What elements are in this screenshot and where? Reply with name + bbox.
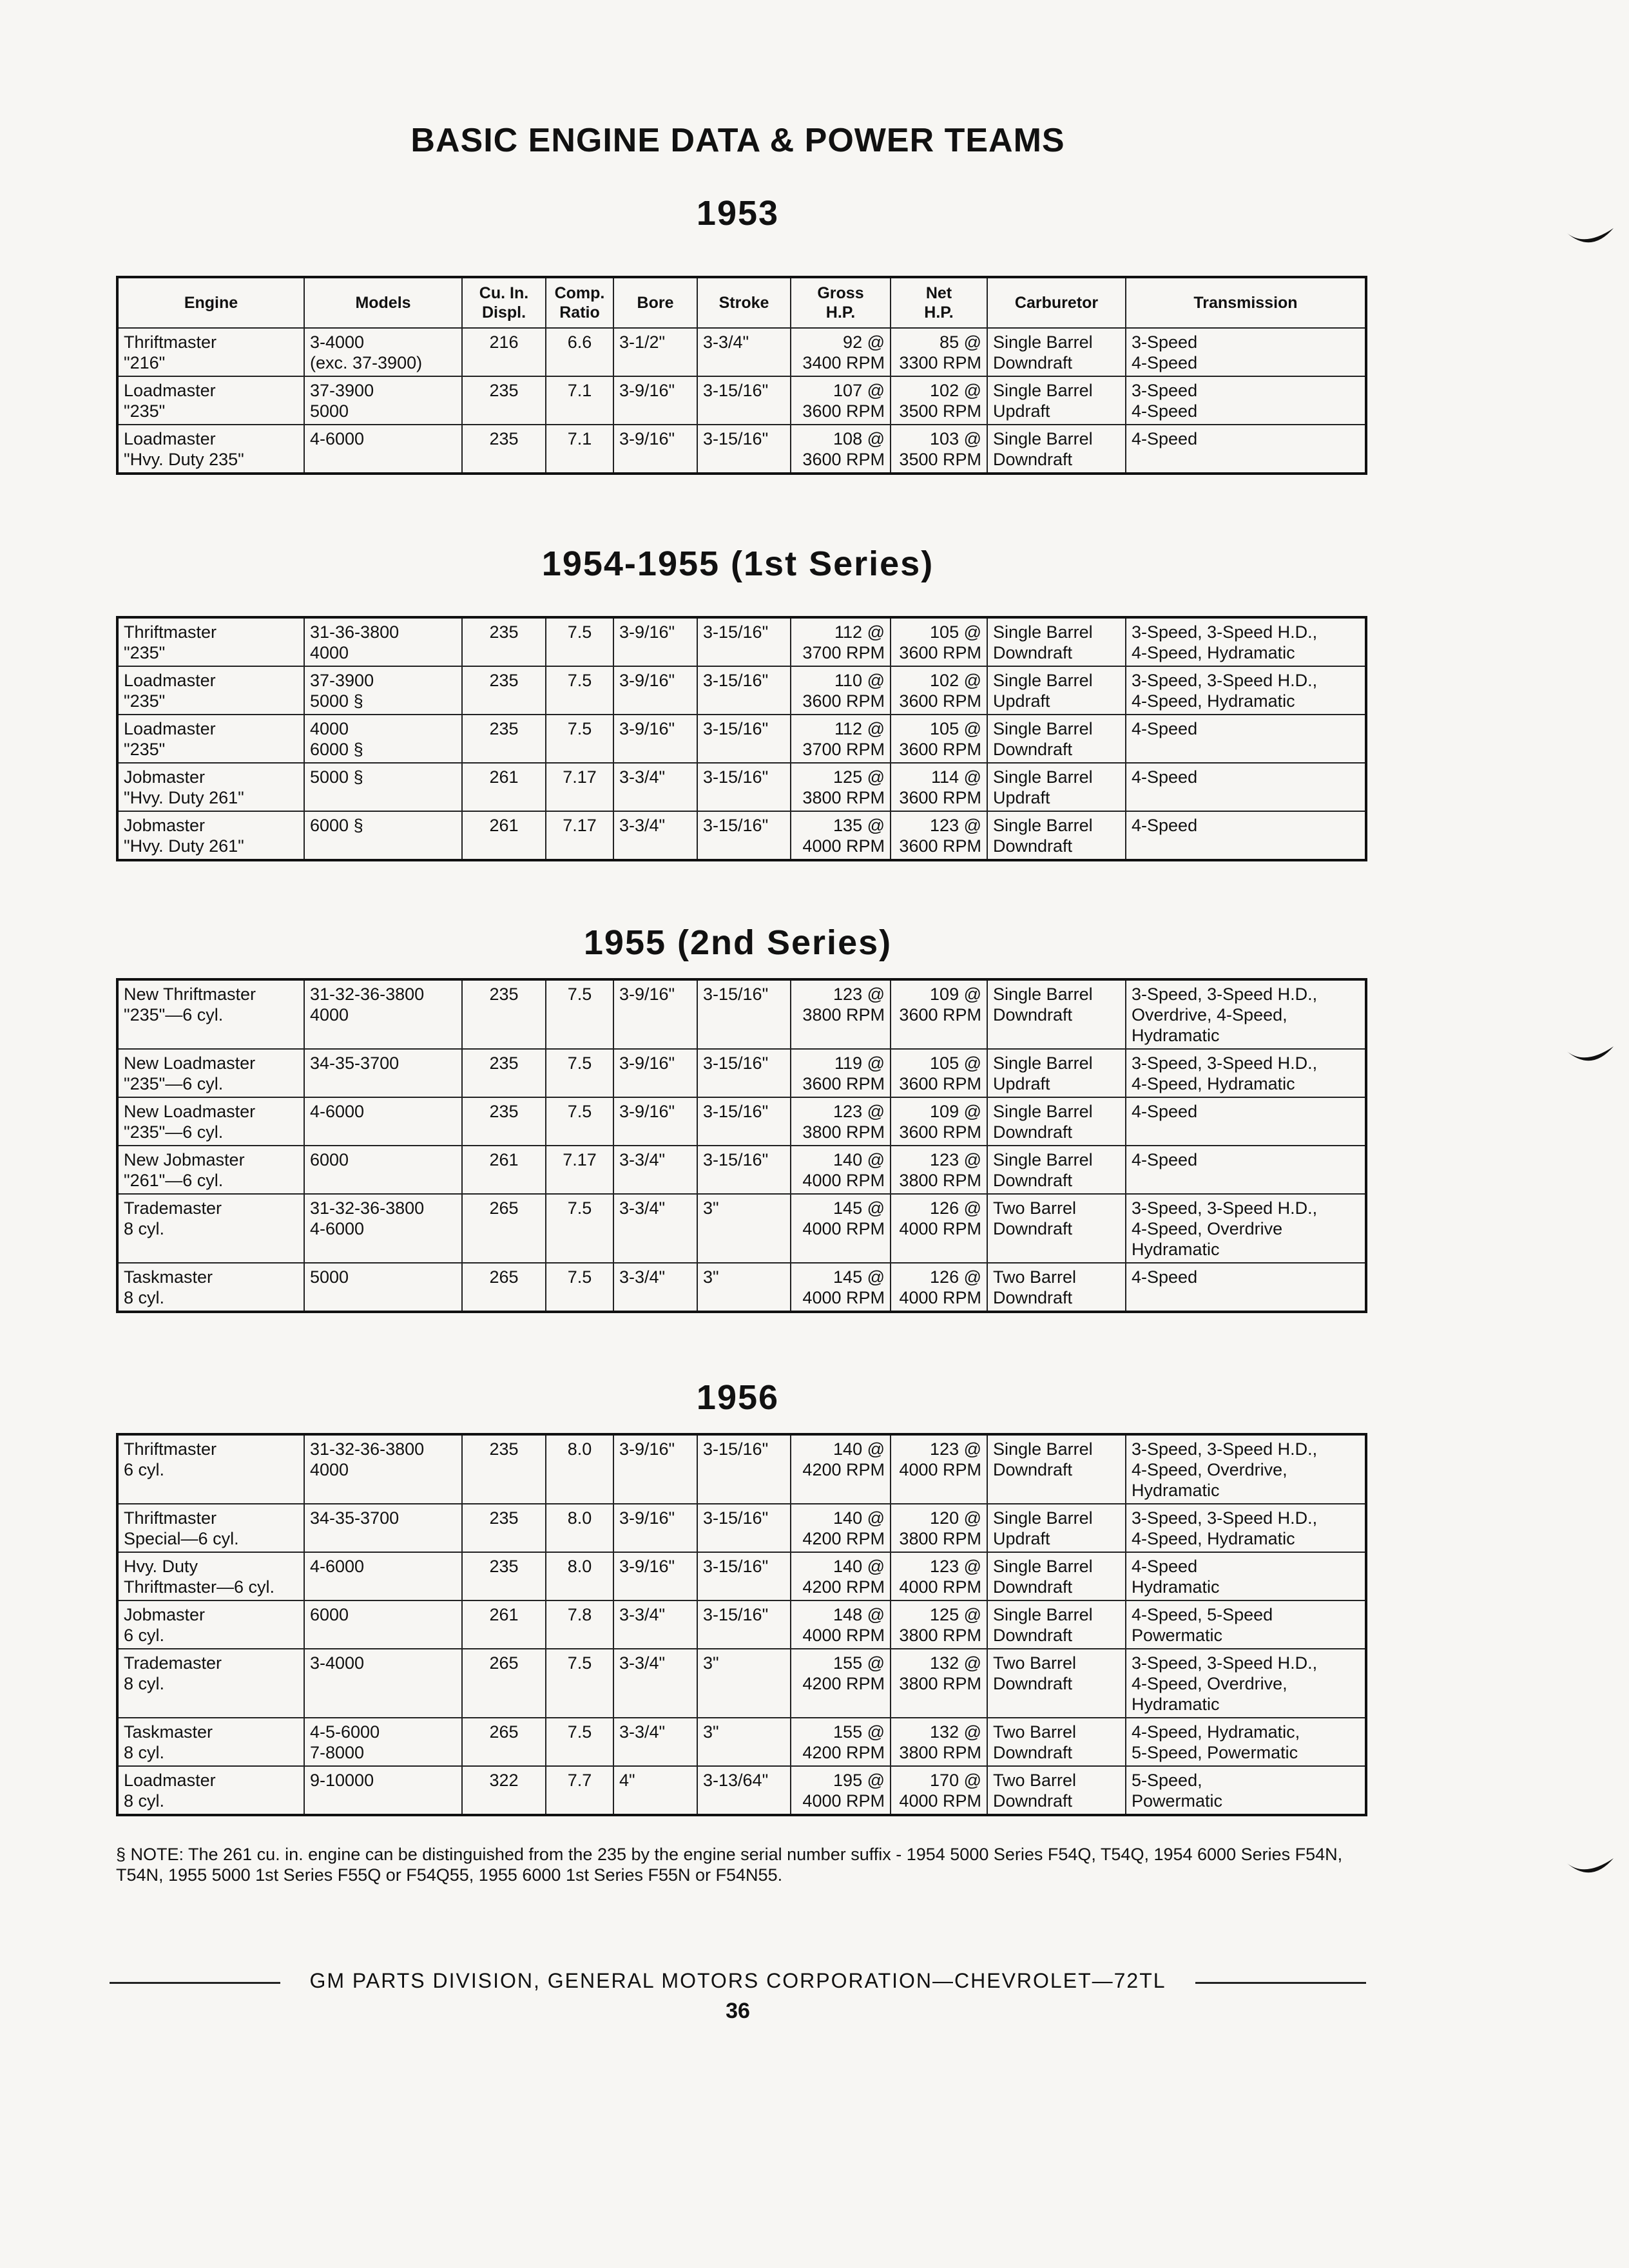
binder-mark-icon — [1566, 1044, 1617, 1076]
table-row — [117, 666, 1366, 715]
table-cell: Single Barrel Downdraft — [987, 1600, 1126, 1649]
table-cell: 3-4000 — [304, 1649, 462, 1718]
table-cell: 140 @ 4200 RPM — [791, 1552, 891, 1600]
table-row — [117, 376, 1366, 425]
table-cell: 3-9/16" — [613, 425, 697, 474]
table-cell: 3-Speed, 3-Speed H.D., 4-Speed, Hydramatic — [1126, 1504, 1366, 1552]
table-cell: Single Barrel Downdraft — [987, 1097, 1126, 1146]
footnote-text: § NOTE: The 261 cu. in. engine can be distinguished from the 235 by the engine serial number suffix - 1954 5000 Series F54Q, T54Q, 1954 6000 Series F54N, T54N, 1955 5000 1st Series F55Q or F54Q55, 1955 6000 1st Series F55N or F54N55. — [116, 1845, 1343, 1885]
table-cell: 105 @ 3600 RPM — [891, 1049, 987, 1097]
table-cell: 3-Speed, 3-Speed H.D., 4-Speed, Hydramatic — [1126, 1049, 1366, 1097]
table-cell: New Thriftmaster "235"—6 cyl. — [117, 979, 304, 1049]
column-header: Models — [304, 277, 462, 328]
table-cell: Trademaster 8 cyl. — [117, 1194, 304, 1263]
table-cell: 5-Speed, Powermatic — [1126, 1766, 1366, 1815]
table-cell: 105 @ 3600 RPM — [891, 617, 987, 666]
table-cell: 3-15/16" — [697, 1504, 791, 1552]
table-cell: New Jobmaster "261"—6 cyl. — [117, 1146, 304, 1194]
table-row — [117, 425, 1366, 474]
table-cell: 148 @ 4000 RPM — [791, 1600, 891, 1649]
table-cell: Loadmaster 8 cyl. — [117, 1766, 304, 1815]
table-cell: Single Barrel Updraft — [987, 1049, 1126, 1097]
section-title-1953: 1953 — [696, 194, 780, 233]
table-cell: 265 — [462, 1718, 546, 1766]
table-cell: 3-15/16" — [697, 763, 791, 811]
table-cell: 109 @ 3600 RPM — [891, 979, 987, 1049]
table-row — [117, 1434, 1366, 1504]
table-cell: 7.17 — [546, 811, 613, 860]
table-cell: 31-32-36-3800 4-6000 — [304, 1194, 462, 1263]
table-cell: 6000 — [304, 1600, 462, 1649]
table-cell: 3-3/4" — [613, 1718, 697, 1766]
table-cell: Single Barrel Updraft — [987, 763, 1126, 811]
table-cell: 125 @ 3800 RPM — [791, 763, 891, 811]
table-cell: 4-Speed Hydramatic — [1126, 1552, 1366, 1600]
table-cell: 37-3900 5000 — [304, 376, 462, 425]
table-cell: 7.17 — [546, 763, 613, 811]
section-title-1954-1955: 1954-1955 (1st Series) — [541, 544, 934, 583]
table-cell: 4-Speed — [1126, 1097, 1366, 1146]
table-cell: 135 @ 4000 RPM — [791, 811, 891, 860]
table-cell: 7.8 — [546, 1600, 613, 1649]
table-cell: 132 @ 3800 RPM — [891, 1718, 987, 1766]
table-cell: 3-9/16" — [613, 666, 697, 715]
table-cell: 3" — [697, 1718, 791, 1766]
table-cell: 235 — [462, 1552, 546, 1600]
table-cell: 4-6000 — [304, 425, 462, 474]
table-cell: 123 @ 4000 RPM — [891, 1434, 987, 1504]
table-cell: 265 — [462, 1649, 546, 1718]
table-cell: 265 — [462, 1194, 546, 1263]
table-cell: 3-3/4" — [613, 811, 697, 860]
table-row — [117, 1049, 1366, 1097]
table-cell: 7.5 — [546, 1194, 613, 1263]
table-cell: 3-3/4" — [613, 1146, 697, 1194]
footer — [110, 1969, 1366, 1995]
table-cell: 145 @ 4000 RPM — [791, 1263, 891, 1312]
table-cell: 322 — [462, 1766, 546, 1815]
table-cell: 3-15/16" — [697, 425, 791, 474]
table-cell: 3-15/16" — [697, 1552, 791, 1600]
table-cell: 3-Speed 4-Speed — [1126, 328, 1366, 376]
table-cell: 109 @ 3600 RPM — [891, 1097, 987, 1146]
table-cell: 102 @ 3600 RPM — [891, 666, 987, 715]
table-cell: 3-Speed, 3-Speed H.D., 4-Speed, Hydramatic — [1126, 617, 1366, 666]
table-cell: Single Barrel Updraft — [987, 1504, 1126, 1552]
table-cell: 235 — [462, 376, 546, 425]
table-cell: 5000 — [304, 1263, 462, 1312]
table-cell: 4" — [613, 1766, 697, 1815]
table-cell: Two Barrel Downdraft — [987, 1649, 1126, 1718]
table-cell: 3-13/64" — [697, 1766, 791, 1815]
table-cell: 4-Speed — [1126, 763, 1366, 811]
table-cell: 7.5 — [546, 666, 613, 715]
footer-rule-right — [1195, 1982, 1366, 1984]
table-cell: 145 @ 4000 RPM — [791, 1194, 891, 1263]
table-cell: 112 @ 3700 RPM — [791, 617, 891, 666]
table-cell: 195 @ 4000 RPM — [791, 1766, 891, 1815]
table-cell: 4-Speed — [1126, 811, 1366, 860]
table-cell: 7.5 — [546, 1649, 613, 1718]
table-cell: 235 — [462, 617, 546, 666]
table-cell: 155 @ 4200 RPM — [791, 1718, 891, 1766]
table-cell: 132 @ 3800 RPM — [891, 1649, 987, 1718]
table-row — [117, 811, 1366, 860]
table-cell: 140 @ 4000 RPM — [791, 1146, 891, 1194]
table-cell: 3-9/16" — [613, 1552, 697, 1600]
binder-mark-icon — [1566, 1856, 1617, 1888]
section-title-1955-2nd: 1955 (2nd Series) — [583, 923, 892, 962]
column-header: Net H.P. — [891, 277, 987, 328]
table-row — [117, 1649, 1366, 1718]
table-cell: 3-15/16" — [697, 1434, 791, 1504]
table-cell: 235 — [462, 1049, 546, 1097]
table-cell: Jobmaster 6 cyl. — [117, 1600, 304, 1649]
table-row — [117, 1146, 1366, 1194]
table-cell: Thriftmaster "235" — [117, 617, 304, 666]
table-cell: 4-6000 — [304, 1552, 462, 1600]
table-cell: 3-15/16" — [697, 666, 791, 715]
table-cell: 3-Speed, 3-Speed H.D., 4-Speed, Overdrive, Hydramatic — [1126, 1649, 1366, 1718]
table-cell: 9-10000 — [304, 1766, 462, 1815]
engine-table-1956 — [116, 1433, 1367, 1816]
page-title: BASIC ENGINE DATA & POWER TEAMS — [410, 122, 1065, 159]
table-cell: 31-32-36-3800 4000 — [304, 1434, 462, 1504]
table-cell: 4-Speed, 5-Speed Powermatic — [1126, 1600, 1366, 1649]
table-cell: Single Barrel Downdraft — [987, 617, 1126, 666]
column-header: Stroke — [697, 277, 791, 328]
table-cell: New Loadmaster "235"—6 cyl. — [117, 1049, 304, 1097]
table-cell: 3-15/16" — [697, 617, 791, 666]
engine-table-1954-1955 — [116, 616, 1367, 861]
table-cell: 3-15/16" — [697, 979, 791, 1049]
table-cell: 3-3/4" — [613, 763, 697, 811]
table-cell: Taskmaster 8 cyl. — [117, 1718, 304, 1766]
table-cell: 3-9/16" — [613, 376, 697, 425]
table-cell: 3" — [697, 1194, 791, 1263]
table-cell: 3-15/16" — [697, 1600, 791, 1649]
table-row — [117, 1766, 1366, 1815]
table-cell: Loadmaster "235" — [117, 376, 304, 425]
table-cell: Two Barrel Downdraft — [987, 1194, 1126, 1263]
table-cell: Two Barrel Downdraft — [987, 1766, 1126, 1815]
table-cell: 110 @ 3600 RPM — [791, 666, 891, 715]
table-cell: Trademaster 8 cyl. — [117, 1649, 304, 1718]
table-cell: 85 @ 3300 RPM — [891, 328, 987, 376]
table-cell: 120 @ 3800 RPM — [891, 1504, 987, 1552]
table-cell: 8.0 — [546, 1552, 613, 1600]
column-header: Carburetor — [987, 277, 1126, 328]
table-cell: Single Barrel Downdraft — [987, 979, 1126, 1049]
table-cell: 7.5 — [546, 715, 613, 763]
table-cell: 112 @ 3700 RPM — [791, 715, 891, 763]
table-cell: Thriftmaster Special—6 cyl. — [117, 1504, 304, 1552]
table-cell: 6.6 — [546, 328, 613, 376]
table-row — [117, 715, 1366, 763]
table-cell: 155 @ 4200 RPM — [791, 1649, 891, 1718]
table-row — [117, 1263, 1366, 1312]
table-cell: 4-Speed — [1126, 425, 1366, 474]
table-cell: 3-3/4" — [613, 1263, 697, 1312]
table-cell: 6000 — [304, 1146, 462, 1194]
table-row — [117, 979, 1366, 1049]
table-cell: Single Barrel Downdraft — [987, 1434, 1126, 1504]
table-cell: 107 @ 3600 RPM — [791, 376, 891, 425]
table-cell: New Loadmaster "235"—6 cyl. — [117, 1097, 304, 1146]
table-cell: 235 — [462, 425, 546, 474]
column-header: Cu. In. Displ. — [462, 277, 546, 328]
table-cell: Loadmaster "235" — [117, 666, 304, 715]
table-cell: Taskmaster 8 cyl. — [117, 1263, 304, 1312]
table-row — [117, 328, 1366, 376]
table-cell: 3-15/16" — [697, 1097, 791, 1146]
table-cell: 4-Speed — [1126, 1263, 1366, 1312]
table-row — [117, 1504, 1366, 1552]
table-header-row — [117, 277, 1366, 328]
table-row — [117, 1097, 1366, 1146]
table-cell: 3-15/16" — [697, 1146, 791, 1194]
table-cell: 126 @ 4000 RPM — [891, 1194, 987, 1263]
table-cell: 3-9/16" — [613, 715, 697, 763]
table-cell: 3-Speed, 3-Speed H.D., 4-Speed, Overdrive, Hydramatic — [1126, 1434, 1366, 1504]
table-cell: 235 — [462, 1434, 546, 1504]
table-cell: 140 @ 4200 RPM — [791, 1504, 891, 1552]
table-cell: 3-9/16" — [613, 617, 697, 666]
table-cell: 235 — [462, 1504, 546, 1552]
column-header: Transmission — [1126, 277, 1366, 328]
table-cell: 3-9/16" — [613, 1504, 697, 1552]
table-cell: 6000 § — [304, 811, 462, 860]
table-row — [117, 1718, 1366, 1766]
table-cell: 3-9/16" — [613, 1097, 697, 1146]
table-cell: 7.1 — [546, 425, 613, 474]
table-cell: 7.17 — [546, 1146, 613, 1194]
table-cell: 119 @ 3600 RPM — [791, 1049, 891, 1097]
table-cell: 4-6000 — [304, 1097, 462, 1146]
binder-mark-icon — [1566, 226, 1617, 258]
table-cell: 140 @ 4200 RPM — [791, 1434, 891, 1504]
table-cell: Single Barrel Downdraft — [987, 1146, 1126, 1194]
table-cell: 3-9/16" — [613, 1434, 697, 1504]
table-cell: 3-3/4" — [697, 328, 791, 376]
table-cell: Two Barrel Downdraft — [987, 1263, 1126, 1312]
column-header: Bore — [613, 277, 697, 328]
table-cell: 4-5-6000 7-8000 — [304, 1718, 462, 1766]
table-cell: Single Barrel Updraft — [987, 376, 1126, 425]
column-header: Engine — [117, 277, 304, 328]
column-header: Comp. Ratio — [546, 277, 613, 328]
table-cell: 103 @ 3500 RPM — [891, 425, 987, 474]
table-cell: 3-Speed 4-Speed — [1126, 376, 1366, 425]
table-cell: 216 — [462, 328, 546, 376]
table-cell: 3-3/4" — [613, 1600, 697, 1649]
table-cell: Jobmaster "Hvy. Duty 261" — [117, 811, 304, 860]
table-cell: 261 — [462, 1600, 546, 1649]
table-cell: 123 @ 3600 RPM — [891, 811, 987, 860]
table-cell: 123 @ 3800 RPM — [791, 1097, 891, 1146]
table-row — [117, 617, 1366, 666]
page-number: 36 — [726, 1999, 750, 2023]
table-cell: 3-3/4" — [613, 1649, 697, 1718]
table-cell: 3-Speed, 3-Speed H.D., 4-Speed, Hydramatic — [1126, 666, 1366, 715]
table-cell: Thriftmaster 6 cyl. — [117, 1434, 304, 1504]
table-row — [117, 1552, 1366, 1600]
table-cell: 4000 6000 § — [304, 715, 462, 763]
table-cell: 235 — [462, 979, 546, 1049]
table-cell: 261 — [462, 1146, 546, 1194]
table-cell: Single Barrel Downdraft — [987, 425, 1126, 474]
table-cell: 261 — [462, 763, 546, 811]
table-cell: 8.0 — [546, 1434, 613, 1504]
footer-text: GM PARTS DIVISION, GENERAL MOTORS CORPORATION—CHEVROLET—72TL — [309, 1969, 1166, 1992]
engine-table-1955-2nd — [116, 978, 1367, 1313]
table-cell: Two Barrel Downdraft — [987, 1718, 1126, 1766]
table-cell: 7.5 — [546, 1263, 613, 1312]
table-cell: 8.0 — [546, 1504, 613, 1552]
table-row — [117, 763, 1366, 811]
table-cell: 3-15/16" — [697, 715, 791, 763]
table-cell: 114 @ 3600 RPM — [891, 763, 987, 811]
table-cell: 125 @ 3800 RPM — [891, 1600, 987, 1649]
table-cell: 105 @ 3600 RPM — [891, 715, 987, 763]
table-cell: 7.5 — [546, 1718, 613, 1766]
table-cell: 7.7 — [546, 1766, 613, 1815]
table-cell: 3-3/4" — [613, 1194, 697, 1263]
table-cell: Hvy. Duty Thriftmaster—6 cyl. — [117, 1552, 304, 1600]
table-cell: 3-15/16" — [697, 1049, 791, 1097]
table-cell: 123 @ 3800 RPM — [891, 1146, 987, 1194]
table-cell: 123 @ 3800 RPM — [791, 979, 891, 1049]
table-cell: 3-Speed, 3-Speed H.D., Overdrive, 4-Speed, Hydramatic — [1126, 979, 1366, 1049]
table-cell: 37-3900 5000 § — [304, 666, 462, 715]
table-cell: 265 — [462, 1263, 546, 1312]
table-cell: 31-36-3800 4000 — [304, 617, 462, 666]
table-cell: 235 — [462, 1097, 546, 1146]
table-cell: 3-15/16" — [697, 811, 791, 860]
table-cell: Thriftmaster "216" — [117, 328, 304, 376]
table-cell: Loadmaster "Hvy. Duty 235" — [117, 425, 304, 474]
table-cell: 235 — [462, 666, 546, 715]
table-cell: 7.5 — [546, 979, 613, 1049]
table-cell: 7.5 — [546, 1097, 613, 1146]
table-cell: 7.1 — [546, 376, 613, 425]
table-cell: 235 — [462, 715, 546, 763]
table-cell: Loadmaster "235" — [117, 715, 304, 763]
table-cell: 31-32-36-3800 4000 — [304, 979, 462, 1049]
table-cell: Single Barrel Updraft — [987, 666, 1126, 715]
table-cell: Single Barrel Downdraft — [987, 328, 1126, 376]
table-cell: Single Barrel Downdraft — [987, 1552, 1126, 1600]
table-cell: 7.5 — [546, 617, 613, 666]
engine-table-1953 — [116, 276, 1367, 475]
table-cell: 4-Speed, Hydramatic, 5-Speed, Powermatic — [1126, 1718, 1366, 1766]
table-cell: 34-35-3700 — [304, 1504, 462, 1552]
table-cell: 126 @ 4000 RPM — [891, 1263, 987, 1312]
table-cell: 4-Speed — [1126, 1146, 1366, 1194]
table-cell: 4-Speed — [1126, 715, 1366, 763]
table-cell: 108 @ 3600 RPM — [791, 425, 891, 474]
table-cell: 102 @ 3500 RPM — [891, 376, 987, 425]
table-cell: 5000 § — [304, 763, 462, 811]
table-cell: 3-9/16" — [613, 1049, 697, 1097]
table-cell: 3" — [697, 1649, 791, 1718]
table-cell: Jobmaster "Hvy. Duty 261" — [117, 763, 304, 811]
table-cell: 7.5 — [546, 1049, 613, 1097]
table-row — [117, 1600, 1366, 1649]
table-cell: 92 @ 3400 RPM — [791, 328, 891, 376]
table-cell: 3" — [697, 1263, 791, 1312]
table-cell: 3-Speed, 3-Speed H.D., 4-Speed, Overdrive Hydramatic — [1126, 1194, 1366, 1263]
table-cell: 3-15/16" — [697, 376, 791, 425]
section-title-1956: 1956 — [696, 1378, 780, 1417]
table-cell: 34-35-3700 — [304, 1049, 462, 1097]
table-cell: Single Barrel Downdraft — [987, 811, 1126, 860]
table-cell: 123 @ 4000 RPM — [891, 1552, 987, 1600]
table-cell: 261 — [462, 811, 546, 860]
table-cell: 170 @ 4000 RPM — [891, 1766, 987, 1815]
column-header: Gross H.P. — [791, 277, 891, 328]
table-cell: 3-9/16" — [613, 979, 697, 1049]
table-cell: Single Barrel Downdraft — [987, 715, 1126, 763]
table-cell: 3-1/2" — [613, 328, 697, 376]
table-cell: 3-4000 (exc. 37-3900) — [304, 328, 462, 376]
table-row — [117, 1194, 1366, 1263]
